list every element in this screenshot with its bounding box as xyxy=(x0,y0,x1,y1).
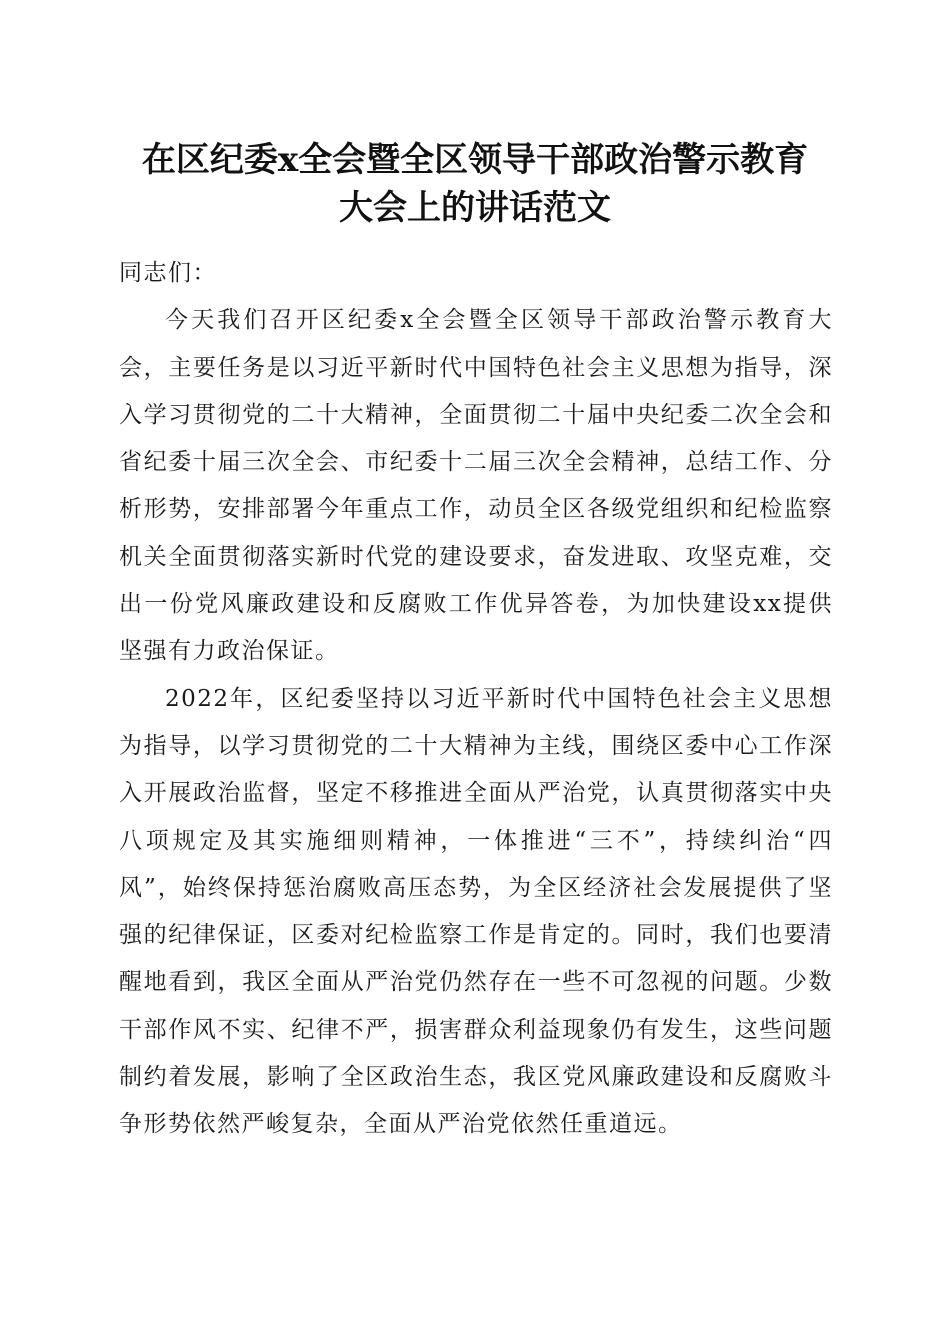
paragraph-1: 今天我们召开区纪委x全会暨全区领导干部政治警示教育大会，主要任务是以习近平新时代中国特色社会主义思想为指导，深入学习贯彻党的二十大精神，全面贯彻二十届中央纪委二次全会和省纪委十届三次全会、市纪委十二届三次全会精神，总结工作、分析形势，安排部署今年重点工作，动员全区各级党组织和纪检监察机关全面贯彻落实新时代党的建设要求，奋发进取、攻坚克难，交出一份党风廉政建设和反腐败工作优异答卷，为加快建设xx提供坚强有力政治保证。 xyxy=(119,307,833,665)
title-line-2: 大会上的讲话范文 xyxy=(339,188,611,228)
title-line-1: 在区纪委x全会暨全区领导干部政治警示教育 xyxy=(141,140,809,180)
salutation: 同志们： xyxy=(119,260,217,286)
document-body xyxy=(119,250,833,1149)
document-title xyxy=(100,136,850,232)
paragraph-2: 2022年，区纪委坚持以习近平新时代中国特色社会主义思想为指导，以学习贯彻党的二十大精神为主线，围绕区委中心工作深入开展政治监督，坚定不移推进全面从严治党，认真贯彻落实中央八项规定及其实施细则精神，一体推进“三不”，持续纠治“四风”，始终保持惩治腐败高压态势，为全区经济社会发展提供了坚强的纪律保证，区委对纪检监察工作是肯定的。同时，我们也要清醒地看到，我区全面从严治党仍然存在一些不可忽视的问题。少数干部作风不实、纪律不严，损害群众利益现象仍有发生，这些问题制约着发展，影响了全区政治生态，我区党风廉政建设和反腐败斗争形势依然严峻复杂，全面从严治党依然任重道远。 xyxy=(119,685,833,1138)
